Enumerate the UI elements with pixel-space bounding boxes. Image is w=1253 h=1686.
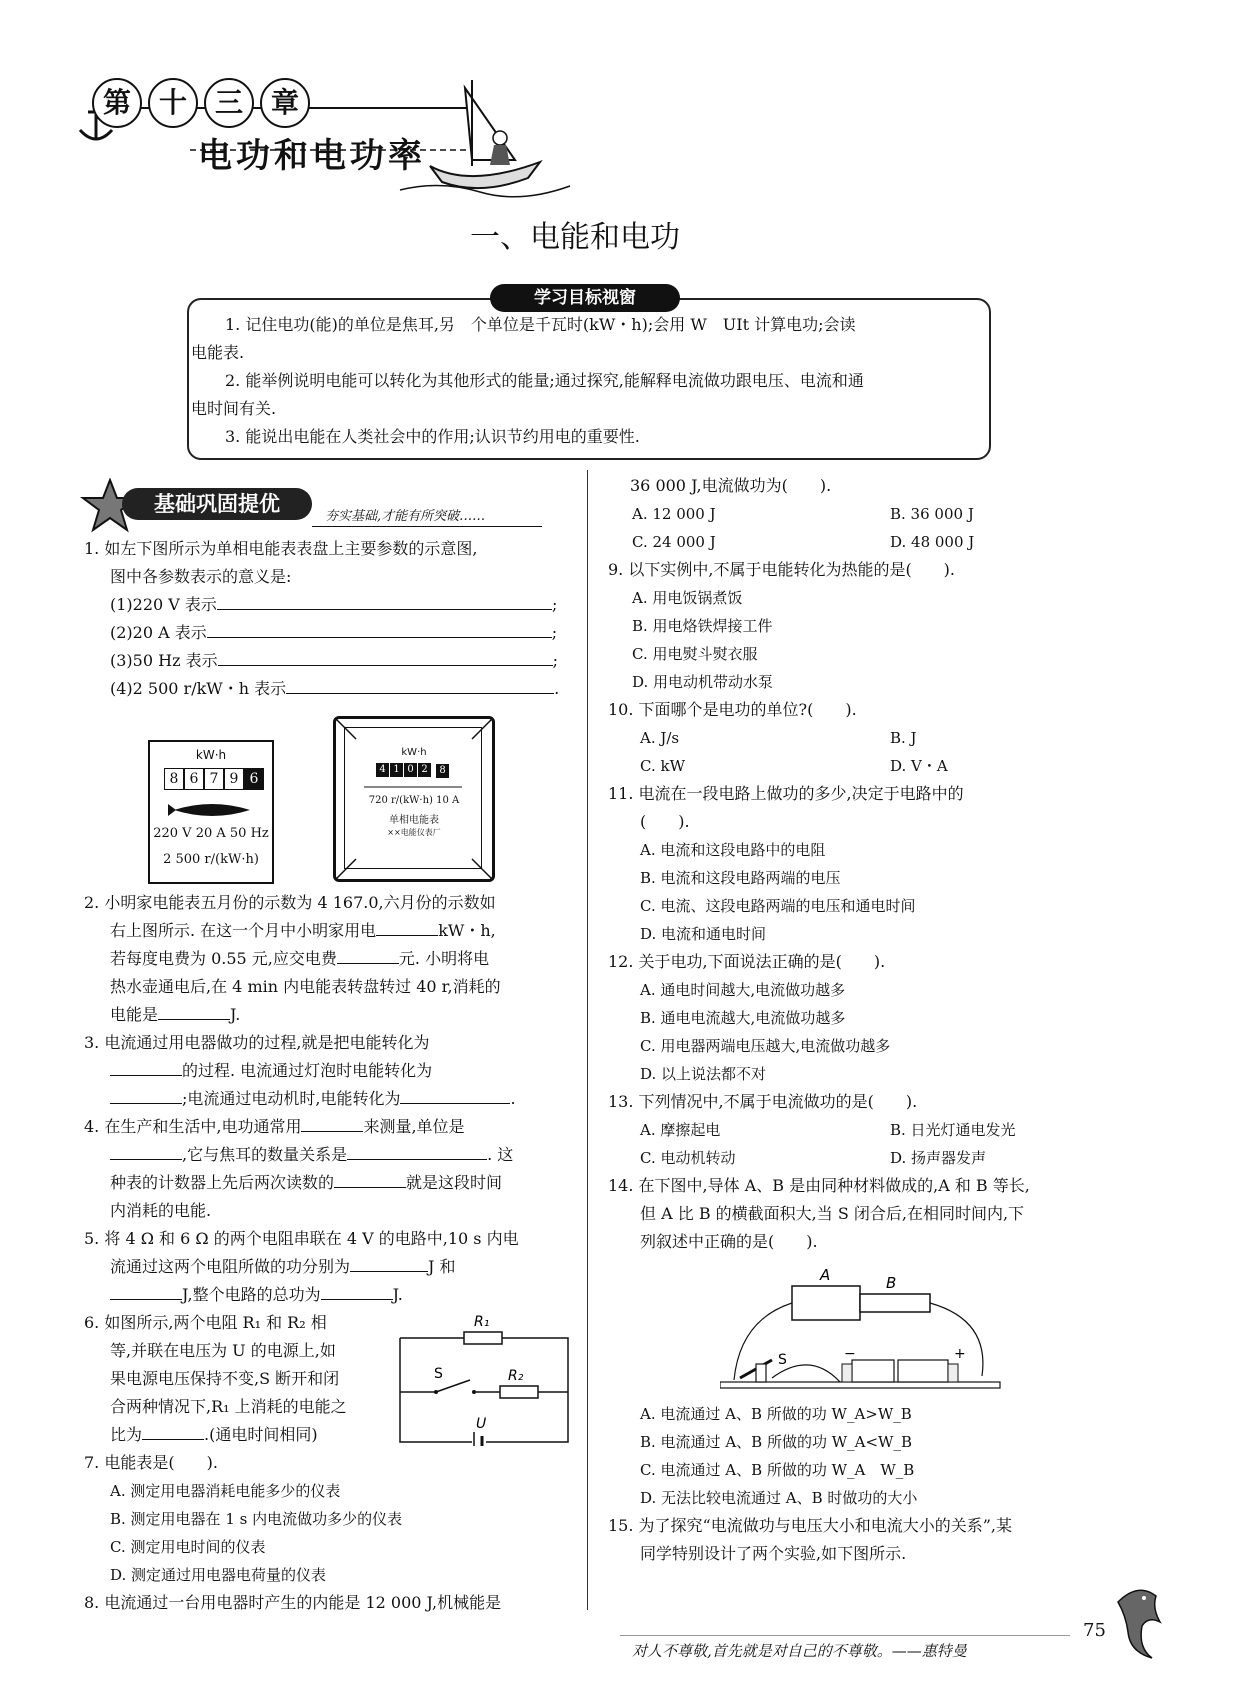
label-switch: S [434,1366,443,1382]
label-u: U [476,1416,487,1432]
q15-line: 15. 为了探究“电流做功与电压大小和电流大小的关系”,某 [608,1516,1012,1535]
q14-option[interactable]: D. 无法比较电流通过 A、B 时做功的大小 [640,1489,918,1507]
q3-line: 3. 电流通过用电器做功的过程,就是把电能转化为 [84,1033,430,1052]
q2-line: 电能是 J. [110,1001,240,1029]
answer-blank[interactable] [350,1253,428,1272]
q3-line: ;电流通过电动机时,电能转化为 . [110,1085,516,1113]
meter-digit: 9 [224,768,244,790]
meter-digit: 4 [376,763,389,777]
goals-title: 学习目标视窗 [490,284,680,312]
q2-line: 2. 小明家电能表五月份的示数为 4 167.0,六月份的示数如 [84,893,496,912]
chapter-char: 第 [92,78,142,128]
column-divider [587,470,588,1610]
q2-line: 热水壶通电后,在 4 min 内电能表转盘转过 40 r,消耗的 [110,977,501,996]
basics-title: 基础巩固提优 [122,488,312,520]
chapter-char: 三 [204,78,254,128]
q12-option[interactable]: C. 用电器两端电压越大,电流做功越多 [640,1037,891,1055]
q7-stem: 7. 电能表是( ). [84,1453,218,1472]
q9-option[interactable]: D. 用电动机带动水泵 [632,673,774,691]
q5-line: 流通过这两个电阻所做的功分别为 J 和 [110,1253,456,1281]
q1-stem: 1. 如左下图所示为单相电能表表盘上主要参数的示意图, [84,539,478,558]
meter-digit: 8 [164,768,184,790]
q10-stem: 10. 下面哪个是电功的单位?( ). [608,700,857,719]
q14-line: 但 A 比 B 的横截面积大,当 S 闭合后,在相同时间内,下 [640,1204,1025,1223]
q7-option[interactable]: D. 测定通过用电器电荷量的仪表 [110,1566,327,1584]
q6-line: 比为 .(通电时间相同) [110,1421,318,1449]
label-b: B [886,1274,897,1292]
q14-line: 列叙述中正确的是( ). [640,1232,818,1251]
q7-option[interactable]: B. 测定用电器在 1 s 内电流做功多少的仪表 [110,1510,403,1528]
q8-option[interactable]: D. 48 000 J [890,533,975,551]
meter-right [333,716,495,882]
q5-line: J,整个电路的总功为 J. [110,1281,403,1309]
page-number: 75 [1083,1620,1106,1641]
q11-option[interactable]: C. 电流、这段电路两端的电压和通电时间 [640,897,916,915]
chapter-subtitle: 电功和电功率 [198,136,426,176]
meter-digits [376,763,450,779]
meter-disc-icon [168,798,256,822]
goal-line: 1. 记住电功(能)的单位是焦耳,另 个单位是千瓦时(kW・h);会用 W UIt 计算电功;会读 [225,315,856,334]
answer-blank[interactable] [334,1169,406,1188]
meter-spec: 2 500 r/(kW·h) [163,852,259,867]
motto-underline [312,526,542,527]
q11-option[interactable]: A. 电流和这段电路中的电阻 [640,841,826,859]
q10-option[interactable]: C. kW [640,757,685,775]
q15-line: 同学特别设计了两个实验,如下图所示. [640,1544,907,1563]
q4-line: ,它与焦耳的数量关系是 . 这 [110,1141,513,1169]
q5-line: 5. 将 4 Ω 和 6 Ω 的两个电阻串联在 4 V 的电路中,10 s 内电 [84,1229,519,1248]
answer-blank[interactable] [110,1057,182,1076]
meter-unit: kW·h [401,747,427,758]
meter-spec: 220 V 20 A 50 Hz [153,826,269,841]
q4-line: 内消耗的电能. [110,1201,212,1220]
label-plus: + [954,1346,966,1362]
q10-option[interactable]: B. J [890,729,917,747]
meter-digit-decimal: 6 [244,768,264,790]
q6-line: 果电源电压保持不变,S 断开和闭 [110,1369,340,1388]
meter-digit: 7 [204,768,224,790]
label-minus: − [844,1346,856,1362]
q13-option[interactable]: B. 日光灯通电发光 [890,1121,1016,1139]
goal-line: 2. 能举例说明电能可以转化为其他形式的能量;通过探究,能解释电流做功跟电压、电流和通 [225,371,864,390]
section-title: 一、电能和电功 [470,220,680,255]
answer-blank[interactable] [110,1085,182,1104]
q2-line: 右上图所示. 在这一个月中小明家用电 kW・h, [110,917,496,945]
answer-blank[interactable] [400,1085,510,1104]
q1-item: (1)220 V 表示 ; [110,591,565,619]
q13-option[interactable]: A. 摩擦起电 [640,1121,721,1139]
q4-line: 种表的计数器上先后两次读数的 就是这段时间 [110,1169,502,1197]
q11-option[interactable]: D. 电流和通电时间 [640,925,767,943]
meter-digit: 0 [404,763,417,777]
label-r2: R₂ [508,1368,524,1384]
q14-option[interactable]: A. 电流通过 A、B 所做的功 W_A>W_B [640,1405,912,1423]
q12-option[interactable]: B. 通电电流越大,电流做功越多 [640,1009,846,1027]
q1-item: (3)50 Hz 表示 ; [110,647,565,675]
answer-blank[interactable] [321,1281,393,1300]
q6-line: 合两种情况下,R₁ 上消耗的电能之 [110,1397,347,1416]
label-a: A [820,1266,831,1284]
q9-option[interactable]: B. 用电烙铁焊接工件 [632,617,773,635]
q11-stem: 11. 电流在一段电路上做功的多少,决定于电路中的 [608,784,964,803]
q13-option[interactable]: C. 电动机转动 [640,1149,736,1167]
q12-stem: 12. 关于电功,下面说法正确的是( ). [608,952,886,971]
answer-blank[interactable] [207,619,552,638]
footer-quote: 对人不尊敬,首先就是对自己的不尊敬。——惠特曼 [632,1642,967,1660]
chapter-char: 章 [260,78,310,128]
answer-blank[interactable] [217,591,552,610]
q6-line: 等,并联在电压为 U 的电源上,如 [110,1341,336,1360]
chapter-char: 十 [148,78,198,128]
meter-digit-decimal: 8 [435,763,450,779]
q1-item: (2)20 A 表示 ; [110,619,565,647]
q12-option[interactable]: A. 通电时间越大,电流做功越多 [640,981,846,999]
q12-option[interactable]: D. 以上说法都不对 [640,1065,767,1083]
q13-stem: 13. 下列情况中,不属于电流做功的是( ). [608,1092,918,1111]
answer-blank[interactable] [301,1113,363,1132]
answer-blank[interactable] [218,647,553,666]
q4-line: 4. 在生产和生活中,电功通常用 来测量,单位是 [84,1113,465,1141]
q3-line: 的过程. 电流通过灯泡时电能转化为 [110,1057,432,1085]
q2-line: 若每度电费为 0.55 元,应交电费 元. 小明将电 [110,945,489,973]
q14-option[interactable]: B. 电流通过 A、B 所做的功 W_A<W_B [640,1433,912,1451]
meter-maker: ××电能仪表厂 [387,828,441,837]
meter-spec: 720 r/(kW·h) 10 A [368,795,460,806]
answer-blank[interactable] [376,917,438,936]
dolphin-icon [1108,1582,1168,1662]
q8-stem-cont: 36 000 J,电流做功为( ). [630,476,832,495]
answer-blank[interactable] [337,945,399,964]
basics-motto: 夯实基础,才能有所突破…… [325,509,486,524]
q9-option[interactable]: C. 用电熨斗熨衣服 [632,645,758,663]
q7-option[interactable]: C. 测定用电时间的仪表 [110,1538,266,1556]
meter-spec: 单相电能表 [389,815,439,826]
q9-option[interactable]: A. 用电饭锅煮饭 [632,589,743,607]
meter-digit: 1 [390,763,403,777]
q8-option[interactable]: C. 24 000 J [632,533,716,551]
q1-item: (4)2 500 r/kW・h 表示 . [110,675,565,703]
q8-stem: 8. 电流通过一台用电器时产生的内能是 12 000 J,机械能是 [84,1593,502,1612]
meter-digits [164,768,264,790]
meter-digit: 6 [184,768,204,790]
q13-option[interactable]: D. 扬声器发声 [890,1149,987,1167]
label-switch: S [778,1352,787,1368]
circuit-diagram-q14 [720,1260,1010,1400]
goal-line: 3. 能说出电能在人类社会中的作用;认识节约用电的重要性. [225,427,640,446]
circuit-diagram-q6 [398,1306,570,1446]
q11-stem: ( ). [640,812,690,831]
q11-option[interactable]: B. 电流和这段电路两端的电压 [640,869,841,887]
q7-option[interactable]: A. 测定用电器消耗电能多少的仪表 [110,1482,341,1500]
goal-line: 电能表. [191,343,245,362]
q14-line: 14. 在下图中,导体 A、B 是由同种材料做成的,A 和 B 等长, [608,1176,1030,1195]
answer-blank[interactable] [286,675,554,694]
meter-unit: kW·h [195,748,227,762]
answer-blank[interactable] [142,1421,204,1440]
q10-option[interactable]: A. J/s [640,729,680,747]
label-r1: R₁ [474,1314,490,1330]
q14-option[interactable]: C. 电流通过 A、B 所做的功 W_A W_B [640,1461,915,1479]
answer-blank[interactable] [347,1141,487,1160]
q8-option[interactable]: A. 12 000 J [632,505,716,523]
q1-stem: 图中各参数表示的意义是: [110,567,292,586]
answer-blank[interactable] [110,1281,182,1300]
goal-line: 电时间有关. [191,399,277,418]
meter-digit: 2 [418,763,431,777]
answer-blank[interactable] [110,1141,182,1160]
q10-option[interactable]: D. V・A [890,757,948,775]
q9-stem: 9. 以下实例中,不属于电能转化为热能的是( ). [608,560,956,579]
answer-blank[interactable] [158,1001,230,1020]
q8-option[interactable]: B. 36 000 J [890,505,974,523]
footer-rule [620,1635,1070,1636]
q6-line: 6. 如图所示,两个电阻 R₁ 和 R₂ 相 [84,1313,327,1332]
meter-left [148,740,274,884]
